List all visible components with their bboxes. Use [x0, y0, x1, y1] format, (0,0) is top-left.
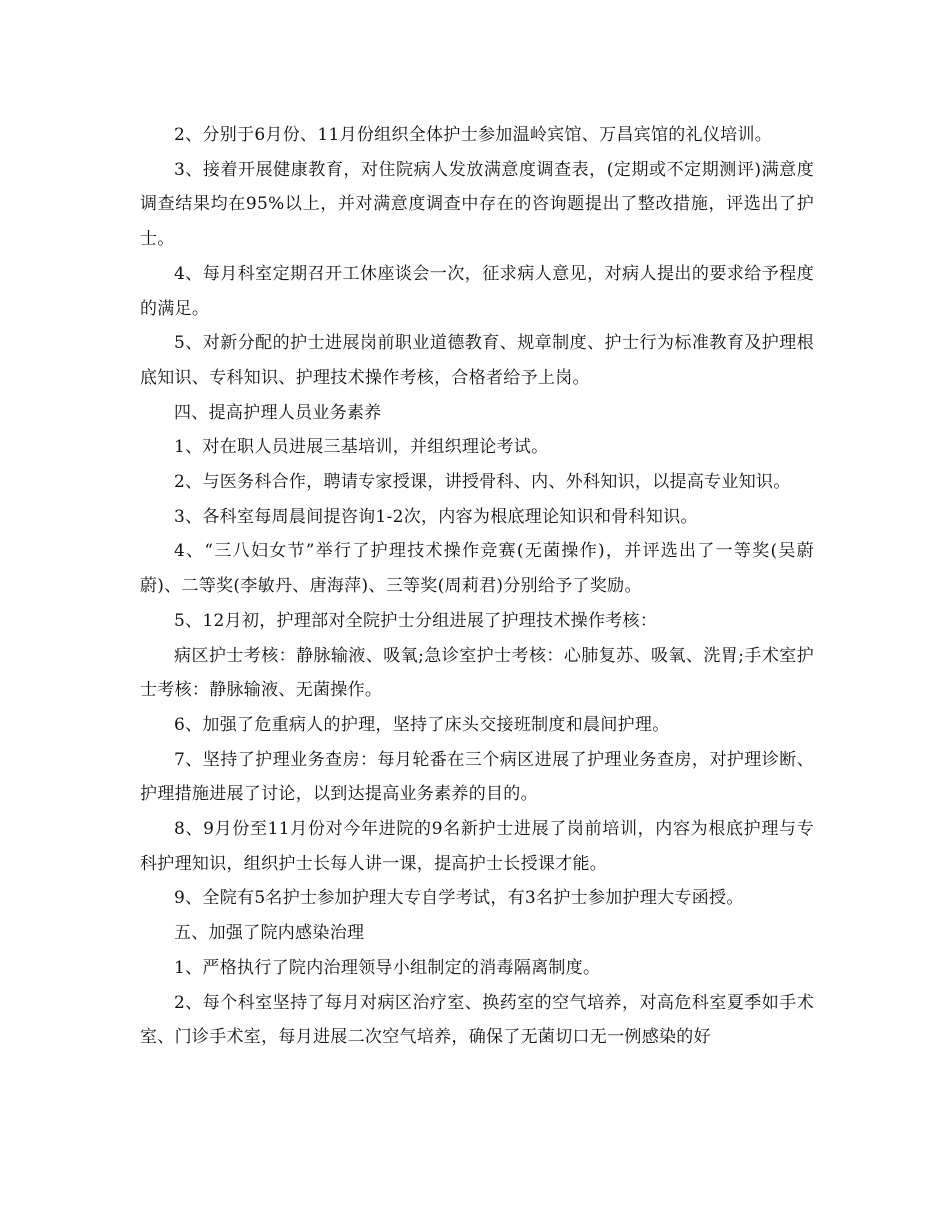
paragraph: 4、“三八妇女节”举行了护理技术操作竞赛(无菌操作)，并评选出了一等奖(吴蔚蔚)、二等奖(李敏丹、唐海萍)、三等奖(周莉君)分别给予了奖励。 — [140, 541, 814, 597]
paragraph: 2、与医务科合作，聘请专家授课，讲授骨科、内、外科知识，以提高专业知识。 — [174, 472, 791, 493]
paragraph: 5、12月初，护理部对全院护士分组进展了护理技术操作考核： — [174, 610, 658, 631]
paragraph: 2、分别于6月份、11月份组织全体护士参加温岭宾馆、万昌宾馆的礼仪培训。 — [174, 125, 773, 145]
paragraph: 病区护士考核：静脉输液、吸氧;急诊室护士考核：心肺复苏、吸氧、洗胃;手术室护士考核：静脉输液、无菌操作。 — [140, 645, 814, 701]
document-body — [140, 118, 814, 1055]
paragraph: 8、9月份至11月份对今年进院的9名新护士进展了岗前培训，内容为根底护理与专科护理知识，组织护士长每人讲一课，提高护士长授课才能。 — [140, 819, 814, 874]
paragraph: 4、每月科室定期召开工休座谈会一次，征求病人意见，对病人提出的要求给予程度的满足。 — [140, 263, 814, 319]
paragraph: 1、严格执行了院内治理领导小组制定的消毒隔离制度。 — [174, 957, 601, 978]
paragraph: 5、对新分配的护士进展岗前职业道德教育、规章制度、护士行为标准教育及护理根底知识、专科知识、护理技术操作考核，合格者给予上岗。 — [140, 333, 814, 388]
paragraph: 1、对在职人员进展三基培训，并组织理论考试。 — [174, 437, 549, 458]
paragraph: 6、加强了危重病人的护理，坚持了床头交接班制度和晨间护理。 — [174, 714, 670, 735]
paragraph: 3、接着开展健康教育，对住院病人发放满意度调查表，(定期或不定期测评)满意度调查结果均在95%以上，并对满意度调查中存在的咨询题提出了整改措施，评选出了护士。 — [140, 159, 814, 250]
section-heading: 四、提高护理人员业务素养 — [174, 402, 382, 423]
paragraph: 7、坚持了护理业务查房：每月轮番在三个病区进展了护理业务查房，对护理诊断、护理措施进展了讨论，以到达提高业务素养的目的。 — [140, 749, 814, 805]
paragraph: 2、每个科室坚持了每月对病区治疗室、换药室的空气培养，对高危科室夏季如手术室、门诊手术室，每月进展二次空气培养，确保了无菌切口无一例感染的好 — [140, 992, 814, 1048]
paragraph: 9、全院有5名护士参加护理大专自学考试，有3名护士参加护理大专函授。 — [174, 888, 744, 909]
paragraph: 3、各科室每周晨间提咨询1-2次，内容为根底理论知识和骨科知识。 — [174, 506, 698, 527]
section-heading: 五、加强了院内感染治理 — [174, 923, 365, 944]
